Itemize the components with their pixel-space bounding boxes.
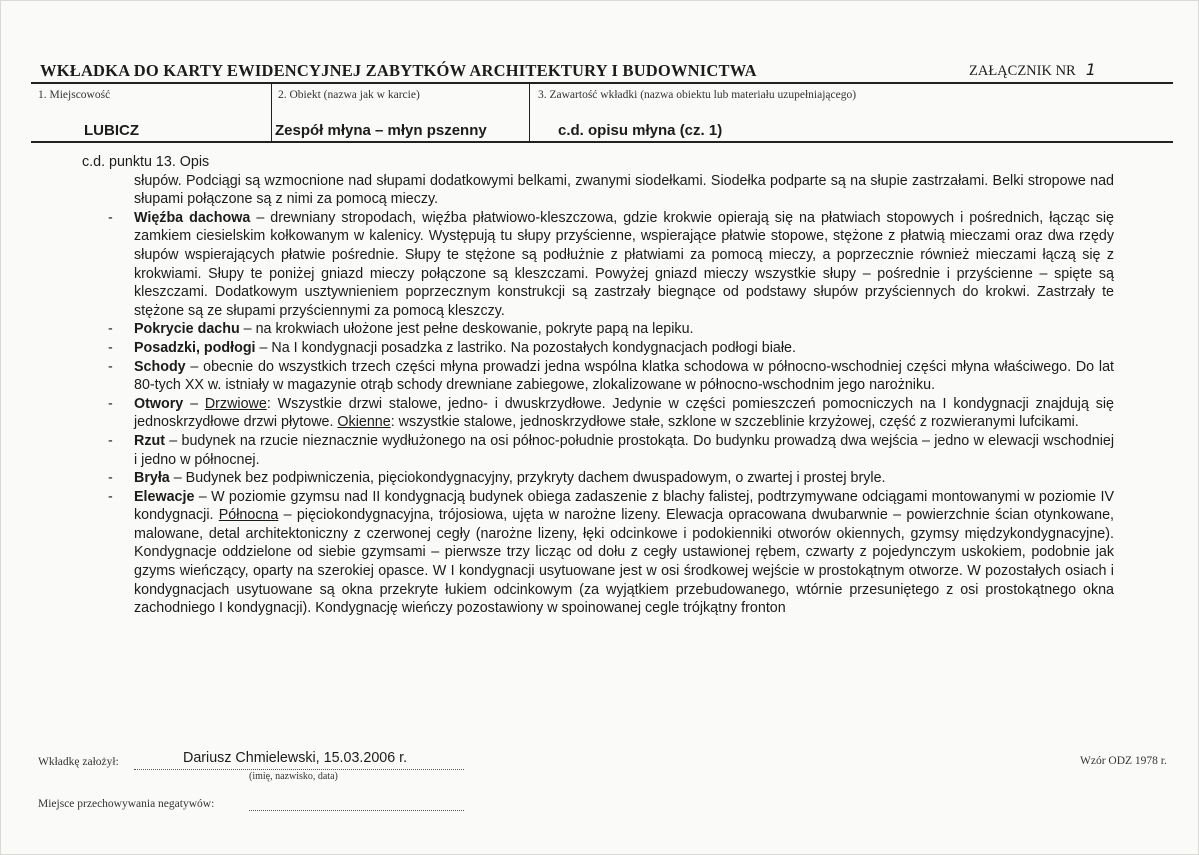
item-heading: Otwory xyxy=(134,395,184,412)
list-item-elevations: - Elewacje – W poziomie gzymsu nad II kondygnacją budynek obiega zadaszenie z blachy falistej, podtrzymywane odciągami montowanymi w poziomie IV kondygnacji. Północna – pięciokondygnacyjna, trójosiowa, ujęta w narożne lizeny. Elewacja opracowana dwubarwnie – powierzchnie ścian otynkowane, malowane, detal architektoniczny z czerwonej cegły (narożne lizeny, łęki odcinkowe i podokienniki otworów okiennych, gzymsy międzykondygnacyjne). Kondygnacje oddzielone od siebie gzymsami – pierwsze trzy licząc od dołu z cegły ustawionej rębem, czwarty z pojedynczym uskokiem, podobnie jak gzyms wieńczący, oparty na szerokiej opasce. W I kondygnacji usytuowane jest w osi środkowej wejście w prostokątnym otworze. W pozostałych osiach i kondygnacjach usytuowane są okna przekryte łukiem odcinkowym (za wyjątkiem przebudowanego, wtórnie przesuniętego z osi prostokątnego okna zachodniego I kondygnacji). Kondygnację wieńczy pozostawiony w spoinowanej cegle trójkątny fronton xyxy=(108,488,1114,617)
item-text: – drewniany stropodach, więźba płatwiowo-kleszczowa, gdzie krokwie opierają się na płatwiach stopowych i pośrednich, łącząc się zamkiem ciesielskim kołkowanym w kalenicy. Występują tu słupy przyścienne, wspierające płatwie stopowe, stężone z płatwią mieczami oraz dwa rzędy słupów wspierających płatwie pośrednie. Słupy te stężone są podłużnie z płatwiami za pomocą mieczy, a poprzecznie również mieczami łączą się z krokwiami. Słupy te poniżej gniazd mieczy połączone są kleszczami. Powyżej gniazd mieczy wszystkie słupy – pośrednie i przyścienne – spięte są kleszczami. Dodatkowym usztywnieniem poprzecznym konstrukcji są zastrzały biegnące od podstawy słupów przyściennych do krokwi. Zastrzały te stężone są ze słupami przyściennymi za pomocą kleszczy. xyxy=(134,209,1114,319)
description-body xyxy=(82,153,1114,618)
item-heading: Posadzki, podłogi xyxy=(134,339,256,356)
item-heading: Schody xyxy=(134,358,186,375)
place-label: 1. Miejscowość xyxy=(38,89,111,101)
underlined-term-north: Północna xyxy=(218,507,279,524)
content-label: 3. Zawartość wkładki (nazwa obiektu lub materiału uzupełniającego) xyxy=(538,89,857,101)
list-item-massing: - Bryła – Budynek bez podpiwniczenia, pięciokondygnacyjny, przykryty dachem dwuspadowym, o zwartej i prostej bryle. xyxy=(108,470,886,487)
item-heading: Pokrycie dachu xyxy=(134,321,240,338)
list-item-roofing: - Pokrycie dachu – na krokwiach ułożone jest pełne deskowanie, pokryte papą na lepiku. xyxy=(108,321,694,338)
founder-hint: (imię, nazwisko, data) xyxy=(249,771,338,782)
attachment-label: ZAŁĄCZNIK NR xyxy=(969,63,1076,79)
attachment-number-value: 1 xyxy=(1085,60,1096,79)
item-heading: Więźba dachowa xyxy=(134,209,251,226)
underlined-term-windows: Okienne xyxy=(337,414,391,431)
item-text: – Na I kondygnacji posadzka z lastriko. Na pozostałych kondygnacjach podłogi białe. xyxy=(255,339,796,356)
item-text: – obecnie do wszystkich trzech części młyna prowadzi jedna wspólna klatka schodowa w północno-wschodniej części młyna właściwego. Do lat 80-tych XX w. istniały w magazynie otrąb schody drewniane zabiegowe, zlokalizowane w północno-wschodnim jego narożniku. xyxy=(134,358,1114,394)
founder-value: Dariusz Chmielewski, 15.03.2006 r. xyxy=(183,750,408,766)
list-item-stairs: - Schody – obecnie do wszystkich trzech części młyna prowadzi jedna wspólna klatka schodowa w północno-wschodniej części młyna właściwego. Do lat 80-tych XX w. istniały w magazynie otrąb schody drewniane zabiegowe, zlokalizowane w północno-wschodnim jego narożniku. xyxy=(108,358,1114,394)
place-value: LUBICZ xyxy=(84,122,139,139)
list-item-openings: - Otwory – Drzwiowe: Wszystkie drzwi stalowe, jedno- i dwuskrzydłowe. Jedynie w części pomieszczeń pomocniczych na I kondygnacji znajdują się jednoskrzydłowe drzwi płytowe. Okienne: wszystkie stalowe, jednoskrzydłowe stałe, szklone w szczeblinie krzyżowej, część z rozwieranymi lufcikami. xyxy=(108,395,1114,431)
founder-label: Wkładkę założył: xyxy=(38,756,119,768)
header-separator-1 xyxy=(271,83,272,143)
attachment-number xyxy=(969,60,1096,80)
list-item-plan: - Rzut – budynek na rzucie nieznacznie wydłużonego na osi północ-południe prostokąta. Do budynku prowadzą dwa wejścia – jedno w elewacji wschodniej i jedno w północnej. xyxy=(108,432,1114,468)
storage-line xyxy=(249,810,464,811)
list-item-floors: - Posadzki, podłogi – Na I kondygnacji posadzka z lastriko. Na pozostałych kondygnacjach podłogi białe. xyxy=(108,339,796,356)
object-label: 2. Obiekt (nazwa jak w karcie) xyxy=(278,89,420,101)
header-separator-2 xyxy=(529,83,530,143)
item-heading: Rzut xyxy=(134,432,165,449)
item-text: – Budynek bez podpiwniczenia, pięciokondygnacyjny, przykryty dachem dwuspadowym, o zwartej i prostej bryle. xyxy=(169,470,886,487)
item-text: – budynek na rzucie nieznacznie wydłużonego na osi północ-południe prostokąta. Do budynku prowadzą dwa wejścia – jedno w elewacji wschodniej i jedno w północnej. xyxy=(134,432,1114,468)
form-title: WKŁADKA DO KARTY EWIDENCYJNEJ ZABYTKÓW ARCHITEKTURY I BUDOWNICTWA xyxy=(40,61,757,80)
list-item-roof-truss: - Więźba dachowa – drewniany stropodach, więźba płatwiowo-kleszczowa, gdzie krokwie opierają się na płatwiach stopowych i pośrednich, łącząc się zamkiem ciesielskim kołkowanym w kalenicy. Występują tu słupy przyścienne, wspierające płatwie stopowe, stężone z płatwią mieczami oraz dwa rzędy słupów wspierających płatwie pośrednie. Słupy te stężone są podłużnie z płatwiami za pomocą mieczy, a poprzecznie również mieczami łączą się z krokwiami. Słupy te poniżej gniazd mieczy połączone są kleszczami. Powyżej gniazd mieczy wszystkie słupy – pośrednie i przyścienne – spięte są kleszczami. Dodatkowym usztywnieniem poprzecznym konstrukcji są zastrzały biegnące od podstawy słupów przyściennych do krokwi. Zastrzały te stężone są ze słupami przyściennymi za pomocą kleszczy. xyxy=(108,209,1114,319)
content-value: c.d. opisu młyna (cz. 1) xyxy=(558,122,723,139)
founder-line xyxy=(134,769,464,770)
item-text: – na krokwiach ułożone jest pełne deskowanie, pokryte papą na lepiku. xyxy=(239,321,694,338)
header-top-rule xyxy=(31,82,1173,84)
underlined-term-doors: Drzwiowe xyxy=(204,395,267,412)
object-value: Zespół młyna – młyn pszenny xyxy=(275,122,487,139)
section-intro: c.d. punktu 13. Opis xyxy=(82,154,210,170)
item-heading: Elewacje xyxy=(134,488,195,505)
item-heading: Bryła xyxy=(134,470,170,487)
header-bottom-rule xyxy=(31,141,1173,143)
storage-label: Miejsce przechowywania negatywów: xyxy=(38,798,215,810)
form-version: Wzór ODZ 1978 r. xyxy=(1080,755,1167,767)
continuation-paragraph: słupów. Podciągi są wzmocnione nad słupami dodatkowymi belkami, zwanymi siodełkami. Siodełka podparte są na słupie zastrzałami. Belki stropowe nad słupami połączone są z nimi za pomocą mieczy. xyxy=(134,172,1114,208)
